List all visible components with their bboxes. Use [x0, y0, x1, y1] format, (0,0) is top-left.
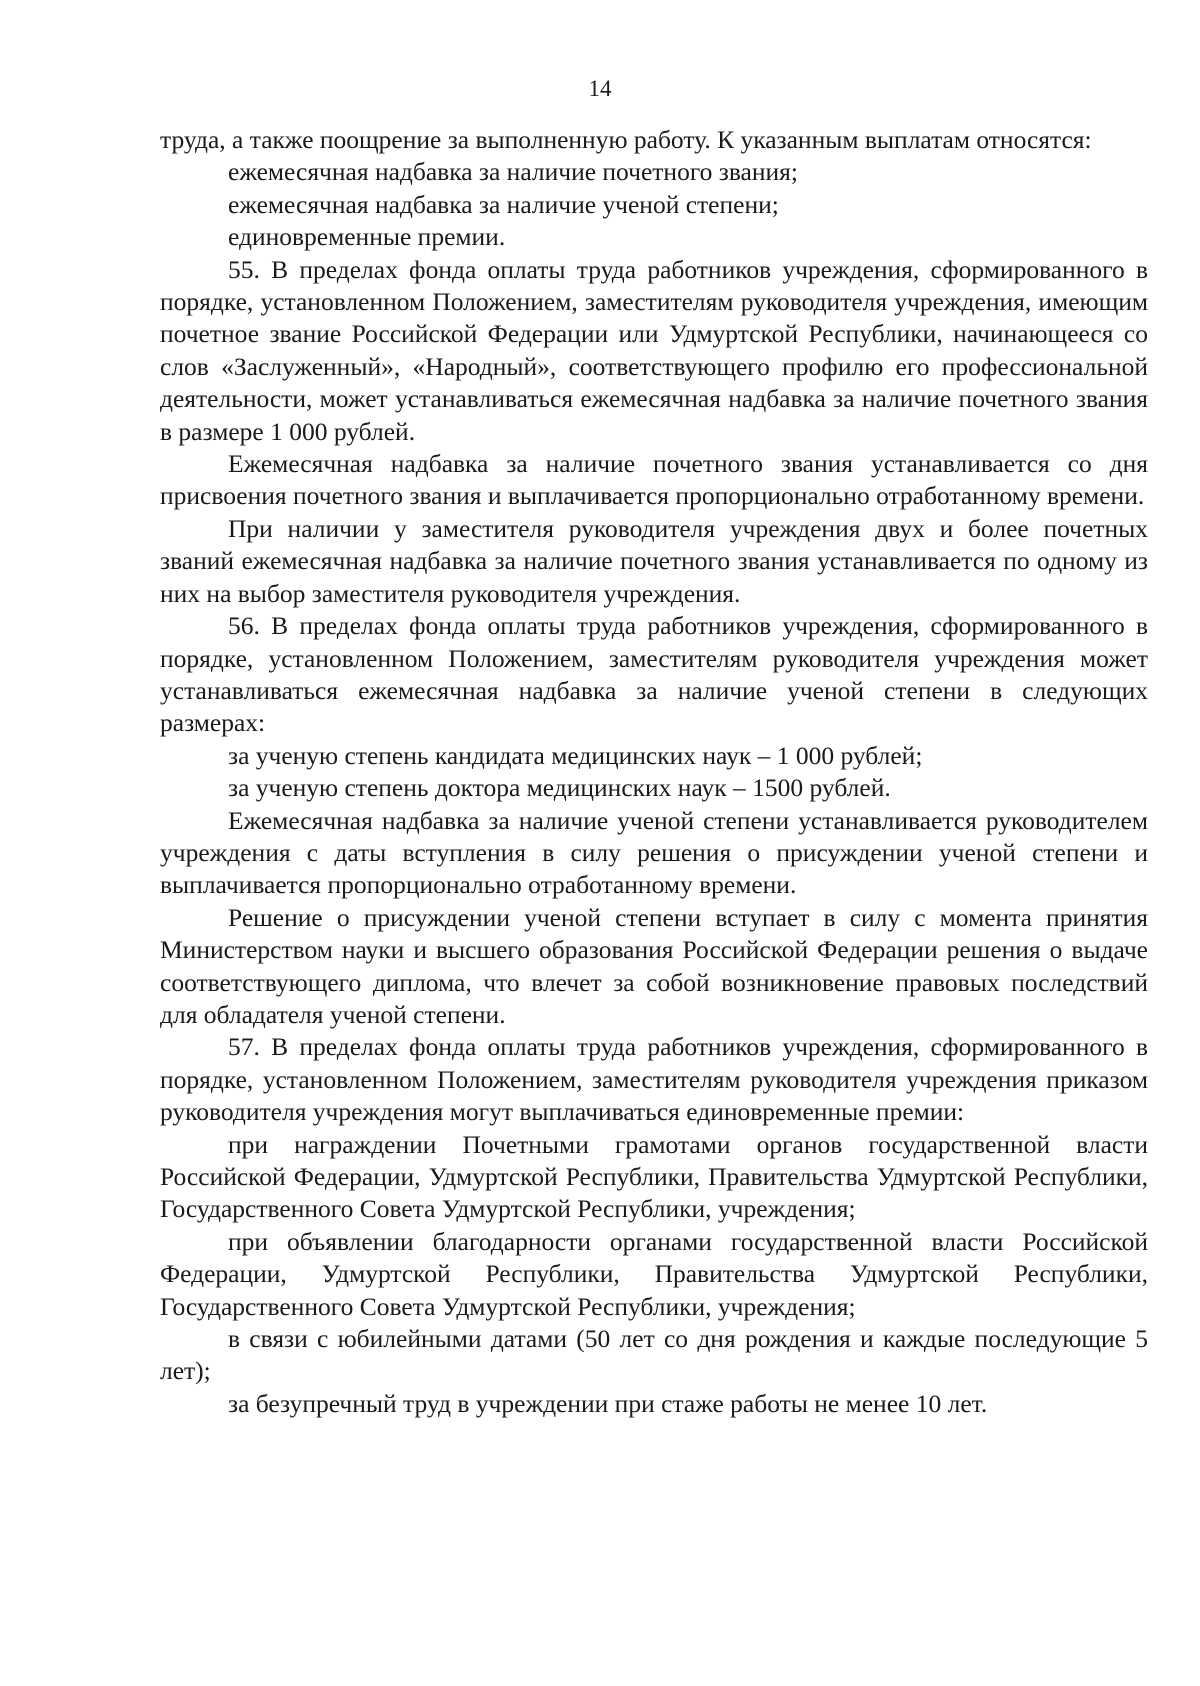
list-item-title-allowance: ежемесячная надбавка за наличие почетного звания;	[228, 157, 798, 187]
list-item-impeccable-work: за безупречный труд в учреждении при стаже работы не менее 10 лет.	[228, 1388, 988, 1418]
list-item-one-time-bonus: единовременные премии.	[228, 222, 506, 252]
list-item-degree-allowance: ежемесячная надбавка за наличие ученой степени;	[228, 189, 779, 219]
paragraph-title-allowance-start: Ежемесячная надбавка за наличие почетного звания устанавливается со дня присвоения почетного звания и выплачивается пропорционально отработанному времени.	[160, 449, 1148, 511]
list-item-doctor-degree: за ученую степень доктора медицинских наук – 1500 рублей.	[228, 773, 891, 803]
paragraph-57: 57. В пределах фонда оплаты труда работников учреждения, сформированного в порядке, установленном Положением, заместителям руководителя учреждения приказом руководителя учреждения могут выплачиваться единовременные премии:	[160, 1032, 1148, 1127]
paragraph-degree-decision: Решение о присуждении ученой степени вступает в силу с момента принятия Министерством науки и высшего образования Российской Федерации решения о выдаче соответствующего диплома, что влечет за собой возникновение правовых последствий для обладателя ученой степени.	[160, 902, 1148, 1029]
list-item-certificates: при награждении Почетными грамотами органов государственной власти Российской Федерации, Удмуртской Республики, Правительства Удмуртской Республики, Государственного Совета Удмуртской Республики, учреждения;	[160, 1129, 1148, 1224]
paragraph-intro: труда, а также поощрение за выполненную работу. К указанным выплатам относятся:	[160, 125, 1092, 154]
list-item-candidate-degree: за ученую степень кандидата медицинских наук – 1 000 рублей;	[228, 740, 923, 770]
document-body	[160, 124, 1148, 1420]
paragraph-multiple-titles: При наличии у заместителя руководителя учреждения двух и более почетных званий ежемесячная надбавка за наличие почетного звания устанавливается по одному из них на выбор заместителя руководителя учреждения.	[160, 513, 1148, 608]
list-item-gratitude: при объявлении благодарности органами государственной власти Российской Федерации, Удмуртской Республики, Правительства Удмуртской Республики, Государственного Совета Удмуртской Республики, учреждения;	[160, 1226, 1148, 1321]
paragraph-56: 56. В пределах фонда оплаты труда работников учреждения, сформированного в порядке, установленном Положением, заместителям руководителя учреждения может устанавливаться ежемесячная надбавка за наличие ученой степени в следующих размерах:	[160, 611, 1148, 738]
paragraph-55: 55. В пределах фонда оплаты труда работников учреждения, сформированного в порядке, установленном Положением, заместителям руководителя учреждения, имеющим почетное звание Российской Федерации или Удмуртской Республики, начинающееся со слов «Заслуженный», «Народный», соответствующего профилю его профессиональной деятельности, может устанавливаться ежемесячная надбавка за наличие почетного звания в размере 1 000 рублей.	[160, 254, 1148, 446]
page-number: 14	[588, 76, 612, 101]
list-item-anniversary: в связи с юбилейными датами (50 лет со дня рождения и каждые последующие 5 лет);	[160, 1324, 1148, 1386]
paragraph-degree-allowance-start: Ежемесячная надбавка за наличие ученой степени устанавливается руководителем учреждения с даты вступления в силу решения о присуждении ученой степени и выплачивается пропорционально отработанному времени.	[160, 805, 1148, 900]
